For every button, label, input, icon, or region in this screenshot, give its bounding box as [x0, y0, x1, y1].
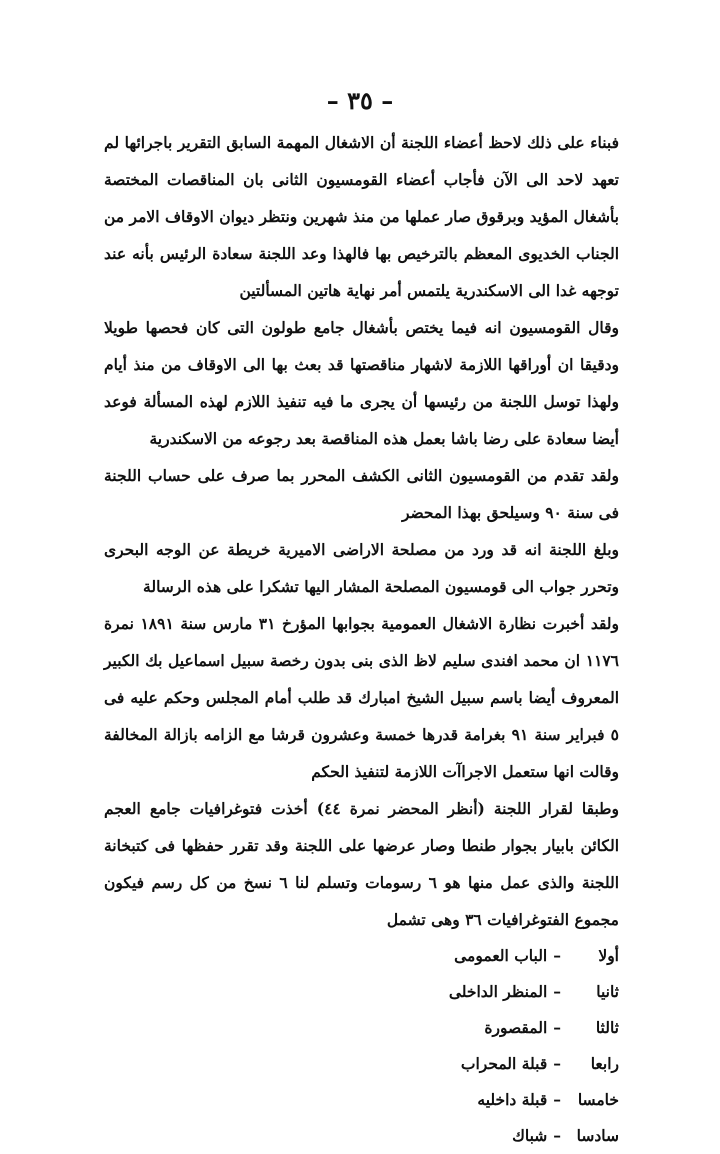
list-item-text: الباب العمومى [454, 946, 548, 965]
list-item-text: المنظر الداخلى [448, 982, 548, 1001]
list-item-text: قبلة داخليه [477, 1090, 548, 1109]
paragraph: ولقد تقدم من القومسيون الثانى الكشف المحرر بما صرف على حساب اللجنة فى سنة ٩٠ وسيلحق بهذا المحضر [104, 466, 619, 522]
list-dash: – [553, 1126, 561, 1145]
list-ordinal: رابعا [590, 1054, 619, 1073]
paragraph: وطبقا لقرار اللجنة (أنظر المحضر نمرة ٤٤) أخذت فتوغرافيات جامع العجم الكائن بابيار بجوار طنطا وصار عرضها على اللجنة وقد تقرر حفظها فى كتبخانة اللجنة والذى عمل منها هو ٦ رسومات وتسلم لنا ٦ نسخ من كل رسم فيكون مجموع الفتوغرافيات ٣٦ وهى تشمل [104, 799, 619, 929]
list-item [104, 1010, 619, 1046]
list-item-text: قبلة المحراب [460, 1054, 548, 1073]
list-dash: – [553, 1090, 561, 1109]
list-dash: – [553, 982, 561, 1001]
paragraph: وقال القومسيون انه فيما يختص بأشغال جامع طولون التى كان فحصها طويلا ودقيقا ان أوراقها اللازمة لاشهار مناقصتها قد بعث بها الى الاوقاف من منذ أيام ولهذا توسل اللجنة من رئيسها أن يجرى ما فيه تنفيذ اللازم لهذه المسألة فوعد أيضا سعادة على رضا باشا بعمل هذه المناقصة بعد رجوعه من الاسكندرية [104, 318, 619, 448]
list-item [104, 1118, 619, 1154]
paragraph: ولقد أخبرت نظارة الاشغال العمومية بجوابها المؤرخ ٣١ مارس سنة ١٨٩١ نمرة ١١٧٦ ان محمد افندى سليم لاظ الذى بنى بدون رخصة سبيل اسماعيل بك الكبير المعروف أيضا باسم سبيل الشيخ امبارك قد طلب أمام المجلس وحكم عليه فى ٥ فبراير سنة ٩١ بغرامة قدرها خمسة وعشرون قرشا مع الزامه بازالة المخالفة وقالت انها ستعمل الاجراآت اللازمة لتنفيذ الحكم [104, 614, 619, 781]
document-body [104, 124, 619, 1154]
list-dash: – [553, 1018, 561, 1037]
list-dash: – [553, 946, 561, 965]
list-ordinal: سادسا [576, 1126, 619, 1145]
list-ordinal: أولا [598, 946, 619, 965]
paragraph: فبناء على ذلك لاحظ أعضاء اللجنة أن الاشغال المهمة السابق التقرير باجرائها لم تعهد لاحد الى الآن فأجاب أعضاء القومسيون الثانى بان المناقصات المختصة بأشغال المؤيد وبرقوق صار عملها من منذ شهرين ونتظر ديوان الاوقاف الامر من الجناب الخديوى المعظم بالترخيص بها فالهذا وعد اللجنة سعادة الرئيس بأنه عند توجهه غدا الى الاسكندرية يلتمس أمر نهاية هاتين المسألتين [104, 133, 619, 300]
photograph-list [104, 938, 619, 1154]
list-ordinal: ثانيا [596, 982, 619, 1001]
list-dash: – [553, 1054, 561, 1073]
list-item-text: المقصورة [484, 1018, 548, 1037]
list-item [104, 974, 619, 1010]
list-item-text: شباك [512, 1126, 548, 1145]
list-item [104, 1082, 619, 1118]
page-number: – ٣٥ – [326, 86, 394, 115]
list-item [104, 938, 619, 974]
paragraph: وبلغ اللجنة انه قد ورد من مصلحة الاراضى الاميرية خريطة عن الوجه البحرى وتحرر جواب الى قومسيون المصلحة المشار اليها تشكرا على هذه الرسالة [104, 540, 619, 596]
list-ordinal: خامسا [577, 1090, 619, 1109]
list-ordinal: ثالثا [595, 1018, 619, 1037]
list-item [104, 1046, 619, 1082]
